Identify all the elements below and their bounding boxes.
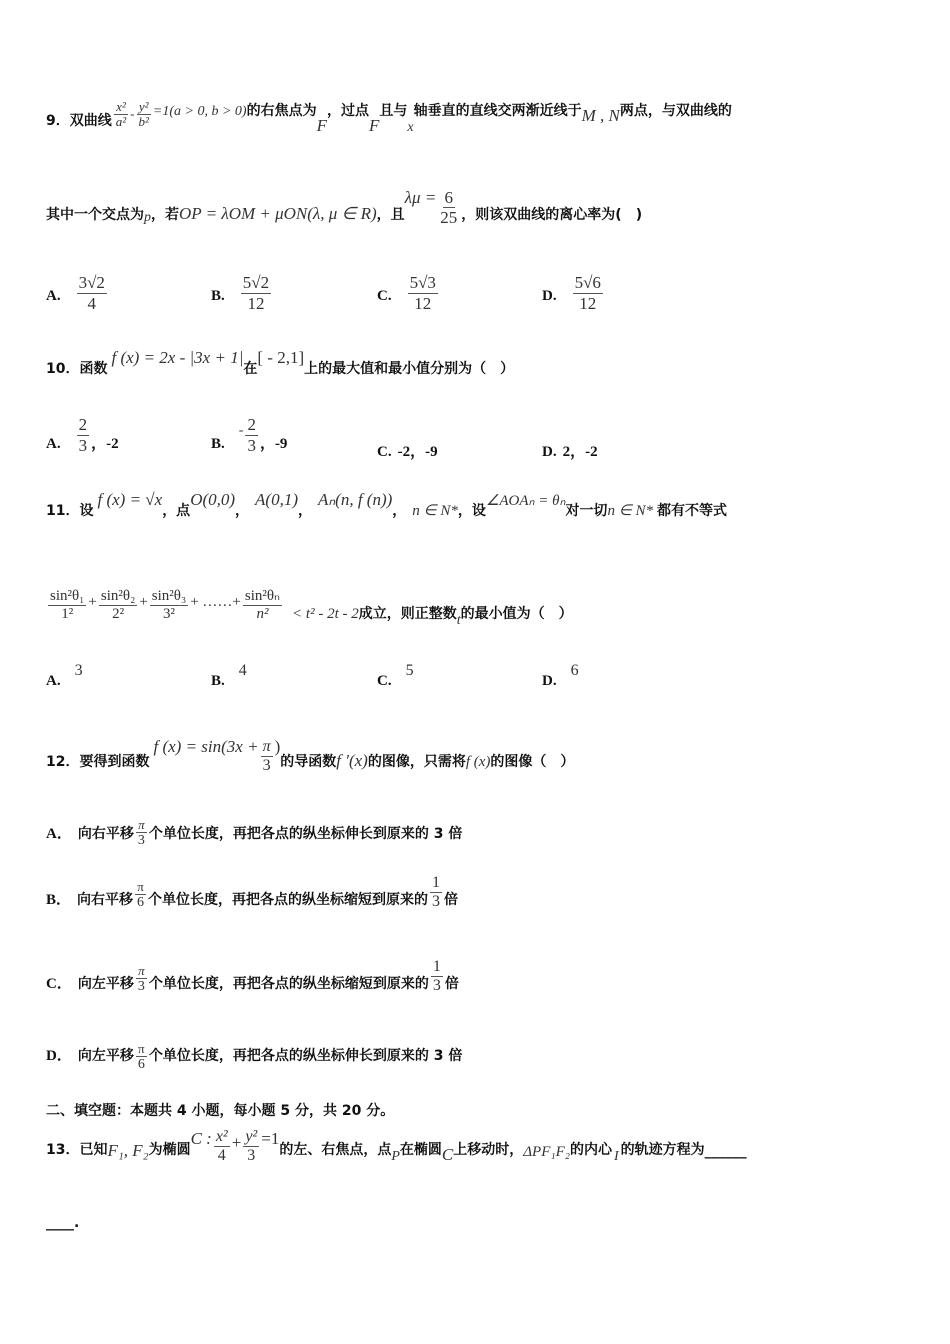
question-13: 13． 已知 F₁, F₂ 为椭圆 C : $\frac{\text{x²}}{4}$ + $\frac{\text{y²}}{3}$ =1 的左、右焦点，点 P 在椭圆 C 上移动时， ΔPF₁F₂ 的内心 I 的轨迹方程为 ______ — [46, 1128, 747, 1164]
option-c[interactable]: C. $\frac{5√3}{12}$ — [377, 273, 436, 313]
question-9-line-2: 其中一个交点为 p ，若 OP = λOM + μON(λ, μ ∈ R) ，且 λμ = $\frac{6}{25}$ ，则该双曲线的离心率为( ) — [46, 187, 643, 228]
fraction: $\frac{\text{y²}}{\text{b²}}$ — [138, 99, 149, 130]
fraction: $\frac{\text{x²}}{\text{a²}}$ — [115, 99, 127, 130]
question-10: 10． 函数 f (x) = 2x - |3x + 1| 在 [ - 2,1] 上的最大值和最小值分别为（ ） — [46, 348, 515, 377]
fraction: $\frac{6}{25}$ — [440, 187, 458, 228]
question-number: 9． — [46, 113, 70, 130]
option-d[interactable]: D. $\frac{5√6}{12}$ — [542, 273, 601, 313]
option-b[interactable]: B． 向右平移 $\frac{\pi}{6}$ 个单位长度，再把各点的纵坐标缩短到原来的 $\frac{1}{3}$ 倍 — [46, 874, 459, 910]
option-a[interactable]: A. $\frac{2}{3}$ ，-2 — [46, 415, 119, 455]
question-13-continued: ____ . — [46, 1215, 80, 1231]
question-11-line-1: 11． 设 f (x) = √x ，点 O(0,0) ， A(0,1) ， Aₙ(n, f (n)) ， n ∈ N* ，设 ∠AOAₙ = θₙ 对一切 n ∈ N* 都有不等式 — [46, 490, 728, 519]
option-d[interactable]: D. 6 — [542, 662, 579, 689]
question-12: 12． 要得到函数 f (x) = sin(3x + $\frac{\pi}{3}$ ) 的导函数 f ′(x) 的图像，只需将 f (x) 的图像（ ） — [46, 737, 575, 774]
option-d[interactable]: D． 向左平移 $\frac{\pi}{6}$ 个单位长度，再把各点的纵坐标伸长到原来的 3 倍 — [46, 1041, 463, 1073]
option-b[interactable]: B. - $\frac{2}{3}$ ，-9 — [211, 415, 288, 455]
question-11-inequality: $\frac{\text{sin²θ₁}}{\text{1²}}$ + $\frac{\text{sin²θ₂}}{\text{2²}}$ + $\frac{\text{sin²θ₃}}{\text{3²}}$ + ……+ $\frac{\text{sin²θₙ}}{\text{n²}}$ < t² - 2t - 2 成立，则正整数 t 的最小值为（ ） — [50, 588, 573, 628]
option-b[interactable]: B. $\frac{5√2}{12}$ — [211, 273, 270, 313]
option-b[interactable]: B. 4 — [211, 662, 247, 689]
option-c[interactable]: C. 5 — [377, 662, 414, 689]
option-c[interactable]: C. -2，-9 — [377, 444, 438, 460]
option-a[interactable]: A． 向右平移 $\frac{\pi}{3}$ 个单位长度，再把各点的纵坐标伸长到原来的 3 倍 — [46, 817, 463, 849]
question-9-line-1: 9． 双曲线 $\frac{\text{x²}}{\text{a²}}$ - $\frac{\text{y²}}{\text{b²}}$ =1(a > 0, b > 0) 的右焦点为 F ，过点 F 且与 x 轴垂直的直线交两渐近线于 M , N 两点，与双曲线的 — [46, 99, 732, 136]
option-a[interactable]: A. $\frac{3√2}{4}$ — [46, 273, 105, 313]
answer-blank[interactable]: ____ — [46, 1215, 74, 1231]
option-c[interactable]: C． 向左平移 $\frac{\pi}{3}$ 个单位长度，再把各点的纵坐标缩短到原来的 $\frac{1}{3}$ 倍 — [46, 958, 459, 994]
option-d[interactable]: D. 2，-2 — [542, 444, 598, 460]
answer-blank[interactable]: ______ — [704, 1142, 747, 1159]
section-heading: 二、填空题：本题共 4 小题，每小题 5 分，共 20 分。 — [46, 1103, 395, 1119]
option-a[interactable]: A. 3 — [46, 662, 83, 689]
